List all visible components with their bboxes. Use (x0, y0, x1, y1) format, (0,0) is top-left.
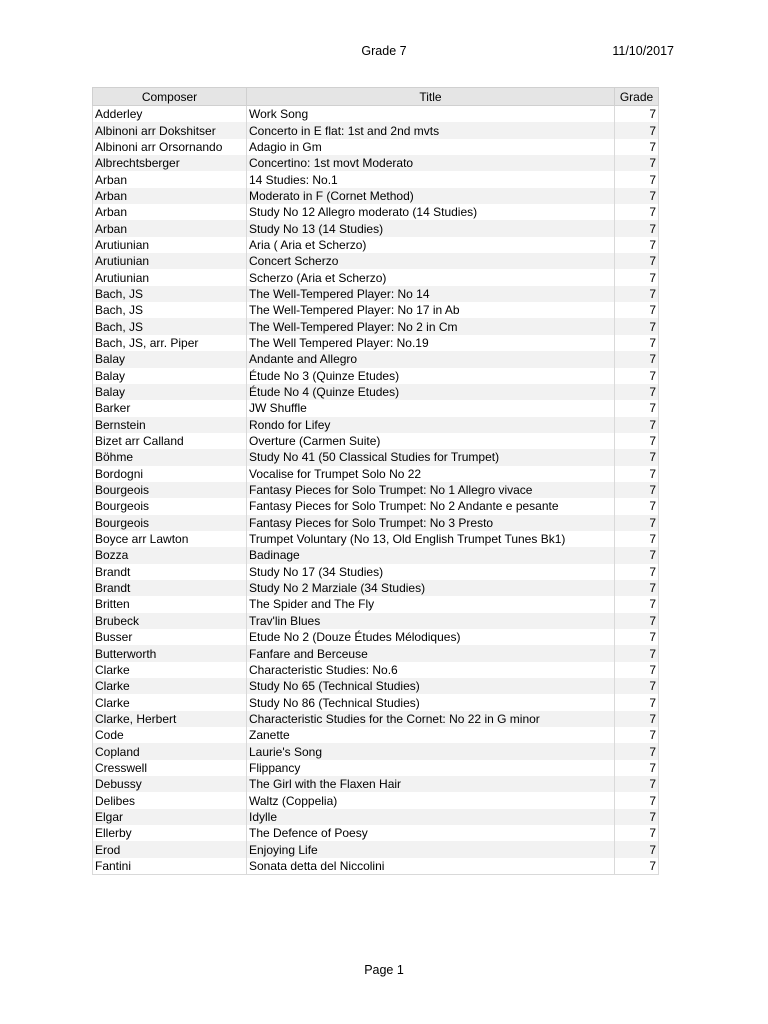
column-header-composer: Composer (93, 88, 247, 106)
title-cell: Rondo for Lifey (247, 417, 615, 433)
title-cell: Étude No 4 (Quinze Etudes) (247, 384, 615, 400)
grade-cell: 7 (615, 743, 659, 759)
table-row (93, 188, 659, 204)
grade-cell: 7 (615, 645, 659, 661)
title-cell: Overture (Carmen Suite) (247, 433, 615, 449)
composer-cell: Bourgeois (93, 515, 247, 531)
title-cell: Study No 13 (14 Studies) (247, 220, 615, 236)
composer-cell: Cresswell (93, 760, 247, 776)
title-cell: Sonata detta del Niccolini (247, 858, 615, 875)
title-cell: Adagio in Gm (247, 139, 615, 155)
grade-cell: 7 (615, 629, 659, 645)
title-cell: Study No 17 (34 Studies) (247, 564, 615, 580)
table-row (93, 809, 659, 825)
composer-cell: Boyce arr Lawton (93, 531, 247, 547)
table-row (93, 482, 659, 498)
title-cell: Concert Scherzo (247, 253, 615, 269)
composer-cell: Albinoni arr Dokshitser (93, 122, 247, 138)
table-row (93, 841, 659, 857)
table-row (93, 155, 659, 171)
grade-cell: 7 (615, 368, 659, 384)
composer-cell: Clarke (93, 678, 247, 694)
grade-cell: 7 (615, 139, 659, 155)
composer-cell: Clarke (93, 694, 247, 710)
table-row (93, 613, 659, 629)
grade-cell: 7 (615, 171, 659, 187)
composer-cell: Debussy (93, 776, 247, 792)
table-row (93, 302, 659, 318)
title-cell: Characteristic Studies: No.6 (247, 662, 615, 678)
composer-cell: Balay (93, 351, 247, 367)
composer-cell: Clarke, Herbert (93, 711, 247, 727)
composer-cell: Bach, JS (93, 318, 247, 334)
grade-cell: 7 (615, 662, 659, 678)
composer-cell: Albrechtsberger (93, 155, 247, 171)
table-row (93, 825, 659, 841)
composer-cell: Copland (93, 743, 247, 759)
composer-cell: Arutiunian (93, 237, 247, 253)
table-row (93, 171, 659, 187)
table-row (93, 629, 659, 645)
grade-cell: 7 (615, 776, 659, 792)
grade-cell: 7 (615, 482, 659, 498)
grade-cell: 7 (615, 318, 659, 334)
grade-cell: 7 (615, 580, 659, 596)
table-row (93, 498, 659, 514)
table-row (93, 645, 659, 661)
title-cell: Study No 12 Allegro moderato (14 Studies) (247, 204, 615, 220)
composer-cell: Bach, JS (93, 302, 247, 318)
composer-cell: Butterworth (93, 645, 247, 661)
table-row (93, 858, 659, 875)
grade-cell: 7 (615, 122, 659, 138)
composer-cell: Fantini (93, 858, 247, 875)
composer-cell: Bozza (93, 547, 247, 563)
table-row (93, 743, 659, 759)
grade-cell: 7 (615, 351, 659, 367)
composer-cell: Arutiunian (93, 269, 247, 285)
table-row (93, 269, 659, 285)
title-cell: JW Shuffle (247, 400, 615, 416)
grade-cell: 7 (615, 809, 659, 825)
column-header-title: Title (247, 88, 615, 106)
grade-cell: 7 (615, 286, 659, 302)
title-cell: Work Song (247, 106, 615, 123)
title-cell: The Girl with the Flaxen Hair (247, 776, 615, 792)
table-row (93, 400, 659, 416)
composer-cell: Bourgeois (93, 498, 247, 514)
page-number: Page 1 (364, 963, 404, 977)
grade-cell: 7 (615, 466, 659, 482)
page-title: Grade 7 (361, 44, 407, 58)
title-cell: Trumpet Voluntary (No 13, Old English Trumpet Tunes Bk1) (247, 531, 615, 547)
grade-cell: 7 (615, 449, 659, 465)
table-row (93, 139, 659, 155)
table-row (93, 760, 659, 776)
title-cell: Badinage (247, 547, 615, 563)
grade-cell: 7 (615, 596, 659, 612)
table-row (93, 776, 659, 792)
grade-cell: 7 (615, 613, 659, 629)
table-body (93, 106, 659, 875)
grade-cell: 7 (615, 841, 659, 857)
title-cell: The Defence of Poesy (247, 825, 615, 841)
table-row (93, 515, 659, 531)
composer-cell: Bach, JS, arr. Piper (93, 335, 247, 351)
title-cell: Idylle (247, 809, 615, 825)
title-cell: Andante and Allegro (247, 351, 615, 367)
grade-cell: 7 (615, 335, 659, 351)
title-cell: The Spider and The Fly (247, 596, 615, 612)
table-row (93, 237, 659, 253)
title-cell: Concertino: 1st movt Moderato (247, 155, 615, 171)
composer-cell: Clarke (93, 662, 247, 678)
grade-cell: 7 (615, 678, 659, 694)
table-row (93, 596, 659, 612)
composer-cell: Busser (93, 629, 247, 645)
table-header-row (93, 88, 659, 106)
title-cell: The Well-Tempered Player: No 2 in Cm (247, 318, 615, 334)
composer-cell: Bernstein (93, 417, 247, 433)
title-cell: The Well-Tempered Player: No 17 in Ab (247, 302, 615, 318)
grade-cell: 7 (615, 564, 659, 580)
composer-cell: Bizet arr Calland (93, 433, 247, 449)
grade-cell: 7 (615, 400, 659, 416)
composer-cell: Böhme (93, 449, 247, 465)
table-row (93, 466, 659, 482)
grade-cell: 7 (615, 760, 659, 776)
title-cell: The Well Tempered Player: No.19 (247, 335, 615, 351)
table-row (93, 318, 659, 334)
grade-cell: 7 (615, 433, 659, 449)
table-row (93, 122, 659, 138)
title-cell: Flippancy (247, 760, 615, 776)
composer-cell: Arban (93, 188, 247, 204)
grade-cell: 7 (615, 384, 659, 400)
table-row (93, 678, 659, 694)
composer-cell: Ellerby (93, 825, 247, 841)
table-row (93, 417, 659, 433)
table-row (93, 662, 659, 678)
table-row (93, 547, 659, 563)
table-row (93, 384, 659, 400)
grade-cell: 7 (615, 547, 659, 563)
title-cell: Characteristic Studies for the Cornet: No 22 in G minor (247, 711, 615, 727)
grade-cell: 7 (615, 825, 659, 841)
composer-cell: Britten (93, 596, 247, 612)
title-cell: Étude No 3 (Quinze Etudes) (247, 368, 615, 384)
grade-cell: 7 (615, 515, 659, 531)
title-cell: Aria ( Aria et Scherzo) (247, 237, 615, 253)
composer-cell: Albinoni arr Orsornando (93, 139, 247, 155)
title-cell: Laurie's Song (247, 743, 615, 759)
title-cell: Waltz (Coppelia) (247, 792, 615, 808)
composer-cell: Bach, JS (93, 286, 247, 302)
table-row (93, 433, 659, 449)
grade-cell: 7 (615, 711, 659, 727)
table-row (93, 286, 659, 302)
table-row (93, 335, 659, 351)
composer-cell: Delibes (93, 792, 247, 808)
title-cell: Study No 65 (Technical Studies) (247, 678, 615, 694)
grade-cell: 7 (615, 269, 659, 285)
composer-cell: Bourgeois (93, 482, 247, 498)
table-row (93, 368, 659, 384)
title-cell: Concerto in E flat: 1st and 2nd mvts (247, 122, 615, 138)
grade-cell: 7 (615, 792, 659, 808)
grade-cell: 7 (615, 106, 659, 123)
grade-cell: 7 (615, 204, 659, 220)
table-row (93, 220, 659, 236)
grade-cell: 7 (615, 302, 659, 318)
table-row (93, 531, 659, 547)
grade-cell: 7 (615, 417, 659, 433)
composer-cell: Arban (93, 204, 247, 220)
title-cell: Enjoying Life (247, 841, 615, 857)
table-row (93, 204, 659, 220)
repertoire-table (92, 87, 659, 875)
composer-cell: Barker (93, 400, 247, 416)
grade-cell: 7 (615, 253, 659, 269)
title-cell: Moderato in F (Cornet Method) (247, 188, 615, 204)
print-date: 11/10/2017 (612, 44, 674, 58)
grade-cell: 7 (615, 188, 659, 204)
table-row (93, 580, 659, 596)
title-cell: Fanfare and Berceuse (247, 645, 615, 661)
title-cell: Zanette (247, 727, 615, 743)
table-row (93, 792, 659, 808)
title-cell: The Well-Tempered Player: No 14 (247, 286, 615, 302)
title-cell: Trav'lin Blues (247, 613, 615, 629)
composer-cell: Erod (93, 841, 247, 857)
title-cell: Vocalise for Trumpet Solo No 22 (247, 466, 615, 482)
table-row (93, 694, 659, 710)
grade-cell: 7 (615, 858, 659, 875)
title-cell: Etude No 2 (Douze Études Mélodiques) (247, 629, 615, 645)
table-row (93, 253, 659, 269)
title-cell: Fantasy Pieces for Solo Trumpet: No 2 Andante e pesante (247, 498, 615, 514)
composer-cell: Adderley (93, 106, 247, 123)
composer-cell: Arban (93, 220, 247, 236)
grade-cell: 7 (615, 694, 659, 710)
grade-cell: 7 (615, 237, 659, 253)
table-row (93, 351, 659, 367)
title-cell: Fantasy Pieces for Solo Trumpet: No 1 Allegro vivace (247, 482, 615, 498)
composer-cell: Elgar (93, 809, 247, 825)
table-row (93, 564, 659, 580)
grade-cell: 7 (615, 220, 659, 236)
composer-cell: Bordogni (93, 466, 247, 482)
grade-cell: 7 (615, 498, 659, 514)
title-cell: Scherzo (Aria et Scherzo) (247, 269, 615, 285)
table-row (93, 727, 659, 743)
composer-cell: Brandt (93, 580, 247, 596)
composer-cell: Balay (93, 368, 247, 384)
composer-cell: Brandt (93, 564, 247, 580)
title-cell: Study No 2 Marziale (34 Studies) (247, 580, 615, 596)
table-row (93, 711, 659, 727)
composer-cell: Balay (93, 384, 247, 400)
composer-cell: Code (93, 727, 247, 743)
grade-cell: 7 (615, 727, 659, 743)
title-cell: 14 Studies: No.1 (247, 171, 615, 187)
composer-cell: Brubeck (93, 613, 247, 629)
title-cell: Fantasy Pieces for Solo Trumpet: No 3 Presto (247, 515, 615, 531)
table-row (93, 449, 659, 465)
grade-cell: 7 (615, 531, 659, 547)
grade-cell: 7 (615, 155, 659, 171)
title-cell: Study No 86 (Technical Studies) (247, 694, 615, 710)
composer-cell: Arban (93, 171, 247, 187)
title-cell: Study No 41 (50 Classical Studies for Trumpet) (247, 449, 615, 465)
column-header-grade: Grade (615, 88, 659, 106)
table-row (93, 106, 659, 123)
composer-cell: Arutiunian (93, 253, 247, 269)
